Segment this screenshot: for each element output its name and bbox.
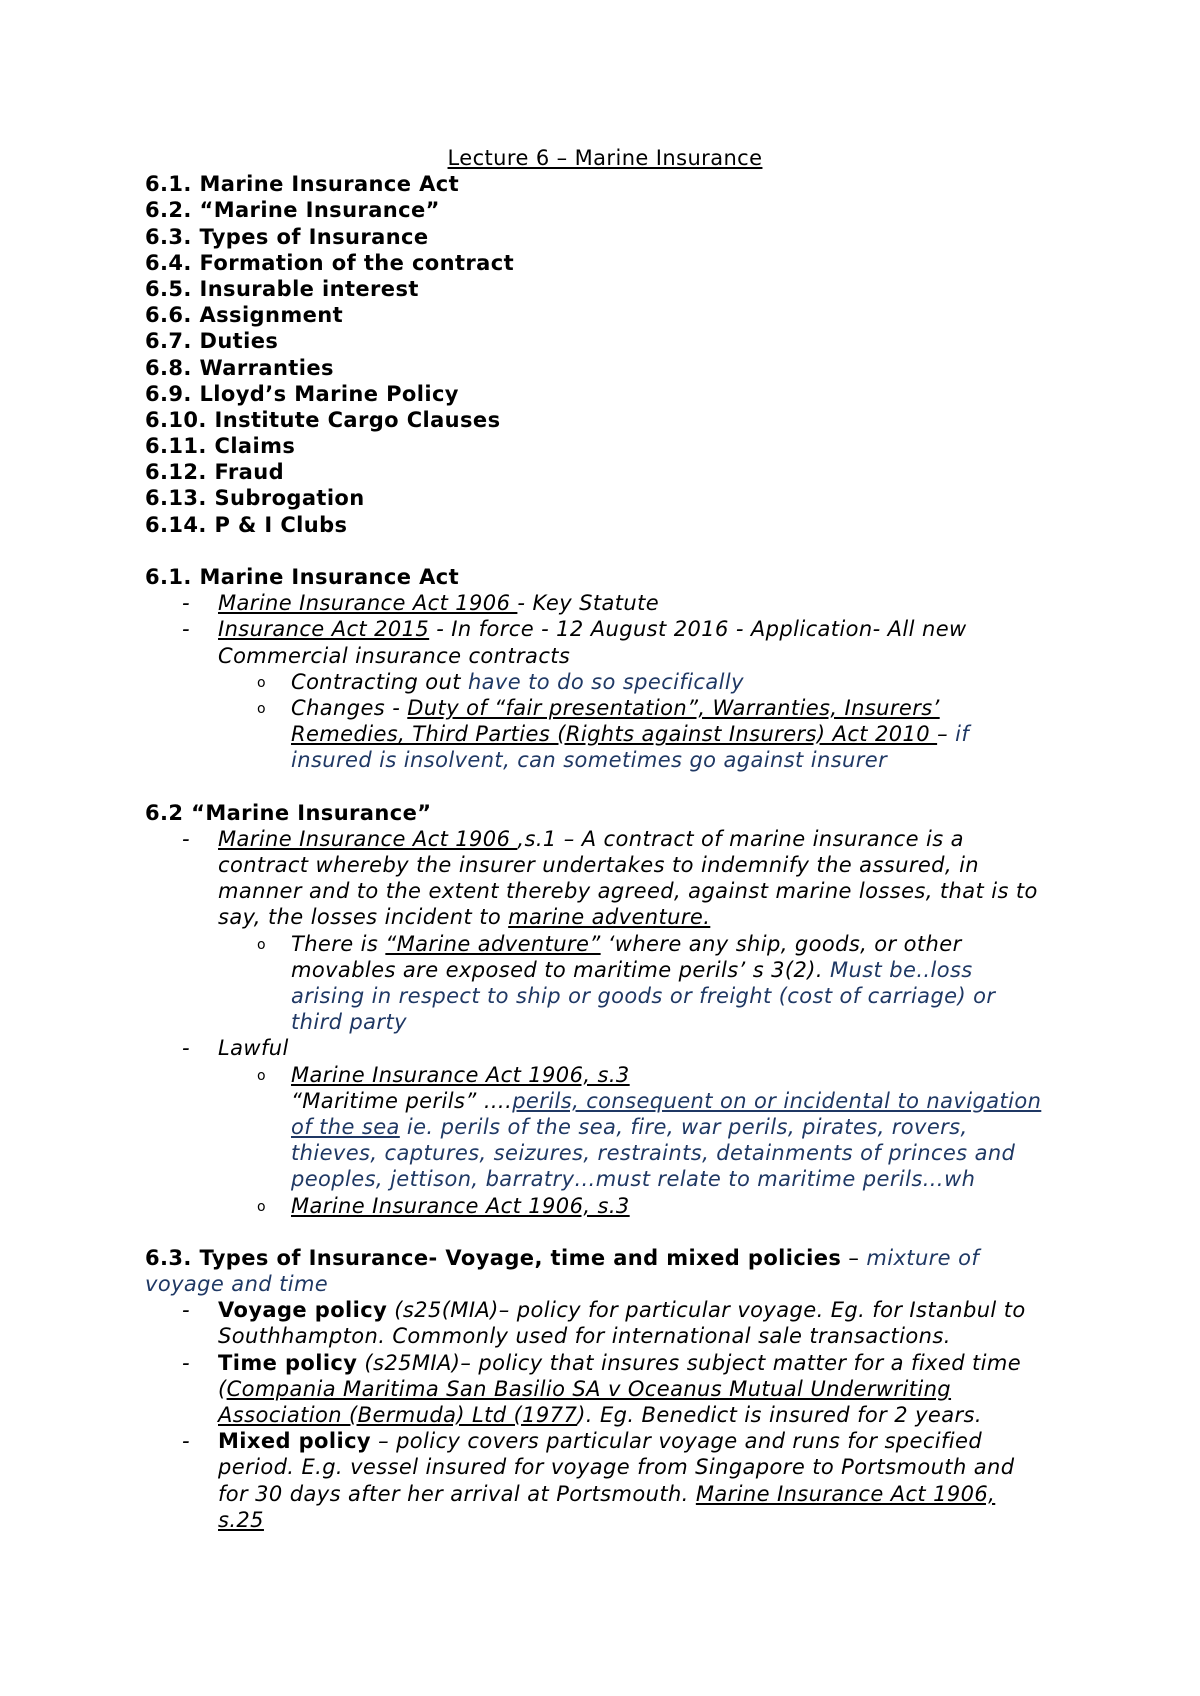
policy-term: Voyage policy — [218, 1298, 388, 1323]
list-item — [145, 590, 1065, 616]
dash-bullet: - — [182, 1429, 190, 1454]
note-text: ie. perils of the sea, fire, war perils, pirates, rovers, — [399, 1114, 968, 1139]
policy-term: Mixed policy — [218, 1429, 372, 1454]
list-item-continuation — [145, 1114, 1065, 1140]
list-item — [145, 826, 1065, 852]
list-item-continuation — [145, 957, 1065, 983]
term-reference: marine adventure. — [508, 905, 711, 930]
list-item-continuation: Commercial insurance contracts — [218, 643, 571, 668]
dash-bullet: - — [182, 591, 190, 616]
toc-item: 6.7. Duties — [145, 329, 279, 354]
list-item-text: Changes - — [291, 695, 408, 720]
toc-item: 6.12. Fraud — [145, 460, 285, 485]
section-6-3 — [145, 1245, 1065, 1533]
list-item-text: ‘where any ship, goods, or other — [600, 931, 962, 956]
sub-list-item — [145, 695, 1065, 721]
document-title: Lecture 6 – Marine Insurance — [447, 146, 763, 170]
note-text: if — [948, 722, 970, 747]
sub-list-item — [145, 669, 1065, 695]
list-item — [145, 616, 1065, 642]
toc-item: 6.5. Insurable interest — [145, 276, 419, 301]
term-reference: “Marine adventure” — [385, 931, 601, 956]
note-text: third party — [291, 1010, 407, 1035]
list-item-continuation — [145, 721, 1065, 747]
section-heading: 6.3. Types of Insurance- Voyage, time and mixed policies — [145, 1245, 842, 1270]
toc-item: 6.4. Formation of the contract — [145, 250, 515, 275]
toc-item: 6.9. Lloyd’s Marine Policy — [145, 381, 459, 406]
list-item — [145, 1035, 1065, 1061]
statute-reference: Duty of “fair presentation”, Warranties, Insurers’ — [407, 695, 940, 720]
toc-item: 6.8. Warranties — [145, 355, 334, 380]
list-item-text: - In force - 12 August 2016 - Application- All new — [429, 617, 967, 642]
toc-item: 6.11. Claims — [145, 434, 296, 459]
toc-item: 6.14. P & I Clubs — [145, 512, 348, 537]
case-reference: Association (Bermuda) Ltd (1977 — [218, 1403, 578, 1427]
list-item-text: There is — [291, 931, 386, 956]
statute-reference: s.25 — [218, 1507, 264, 1532]
statute-reference: Insurance Act 2015 — [218, 617, 430, 642]
circle-bullet: o — [257, 674, 266, 691]
sub-list-item — [145, 931, 1065, 957]
note-text: thieves, captures, seizures, restraints, detainments of princes and — [291, 1141, 1016, 1166]
toc-item: 6.3. Types of Insurance — [145, 224, 429, 249]
statute-reference: Marine Insurance Act 1906, — [695, 1481, 996, 1506]
sub-list-item — [145, 1193, 1065, 1219]
section-heading-line — [145, 1245, 1065, 1271]
policy-term: Time policy — [218, 1350, 358, 1375]
list-item-continuation: manner and to the extent thereby agreed, against marine losses, that is to — [218, 879, 1038, 904]
spacer — [145, 1219, 1065, 1245]
table-of-contents — [145, 171, 1065, 538]
note-text: peoples, jettison, barratry…must relate to maritime perils…wh — [291, 1167, 976, 1192]
statute-reference: Marine Insurance Act 1906, s.3 — [291, 1193, 630, 1218]
list-item-text: ). Eg. Benedict is insured for 2 years. — [577, 1403, 982, 1427]
list-item — [145, 1297, 1065, 1323]
list-item-text: Lawful — [218, 1036, 289, 1061]
list-item-text: movables are exposed to maritime perils’ s 3(2). — [291, 957, 830, 982]
heading-dash: – — [841, 1245, 867, 1270]
circle-bullet: o — [257, 1198, 266, 1215]
note-text: voyage and time — [145, 1272, 329, 1297]
dash-bullet: - — [182, 1298, 190, 1323]
list-item-text: (s25MIA)– policy that insures subject matter for a fixed time — [357, 1350, 1022, 1375]
note-text: arising in respect to ship or goods or freight (cost of carriage) or — [291, 984, 996, 1008]
statute-reference: Marine Insurance Act 1906, s.3 — [291, 1062, 630, 1087]
spacer — [145, 774, 1065, 800]
toc-item: 6.6. Assignment — [145, 303, 344, 328]
case-reference: Compania Maritima San Basilio SA v Oceanus Mutual Underwriting — [226, 1376, 952, 1401]
circle-bullet: o — [257, 936, 266, 953]
list-item-text: – — [937, 722, 949, 747]
sub-list-item — [145, 1062, 1065, 1088]
dash-bullet: - — [182, 826, 190, 851]
list-item — [145, 1428, 1065, 1454]
dash-bullet: - — [182, 1036, 190, 1061]
list-item-continuation — [145, 1402, 1065, 1428]
note-text: mixture of — [866, 1245, 980, 1270]
circle-bullet: o — [257, 700, 266, 717]
note-text: of the sea — [291, 1114, 400, 1139]
circle-bullet: o — [257, 1067, 266, 1084]
list-item-text: (s25(MIA)– policy for particular voyage. Eg. for Istanbul to — [387, 1298, 1026, 1323]
list-item-continuation: contract whereby the insurer undertakes to indemnify the assured, in — [218, 853, 980, 878]
list-item-continuation — [145, 1481, 1065, 1507]
dash-bullet: - — [182, 1350, 190, 1375]
list-item-text: ( — [218, 1376, 227, 1401]
section-heading: 6.2 “Marine Insurance” — [145, 800, 432, 825]
section-6-1 — [145, 564, 1065, 774]
note-text: have to do so specifically — [467, 669, 744, 694]
section-heading: 6.1. Marine Insurance Act — [145, 565, 460, 589]
list-item — [145, 1350, 1065, 1376]
statute-reference: Marine Insurance Act 1906 — [218, 591, 518, 616]
toc-item: 6.1. Marine Insurance Act — [145, 172, 460, 197]
toc-item: 6.10. Institute Cargo Clauses — [145, 407, 501, 432]
list-item-text: say, the losses incident to — [218, 905, 509, 930]
list-item-text: “Maritime perils” …. — [291, 1088, 513, 1113]
list-item-continuation: Southhampton. Commonly used for international sale transactions. — [218, 1324, 951, 1349]
list-item-continuation — [145, 1088, 1065, 1114]
list-item-continuation — [145, 1507, 1065, 1533]
list-item-text: Contracting out — [291, 669, 468, 694]
note-text: perils, consequent on or incidental to navigation — [512, 1088, 1042, 1113]
list-item-continuation — [145, 1376, 1065, 1402]
list-item-continuation — [145, 904, 1065, 930]
list-item-continuation: period. E.g. vessel insured for voyage from Singapore to Portsmouth and — [218, 1455, 1015, 1480]
toc-item: 6.2. “Marine Insurance” — [145, 198, 440, 223]
toc-item: 6.13. Subrogation — [145, 486, 365, 511]
note-text: insured is insolvent, can sometimes go against insurer — [291, 748, 888, 773]
list-item-text: – policy covers particular voyage and runs for specified — [371, 1429, 983, 1454]
document-page — [145, 145, 1065, 1533]
list-item-text: ,s.1 – A contract of marine insurance is a — [517, 826, 964, 851]
note-text: Must be..loss — [829, 957, 973, 982]
list-item-text: for 30 days after her arrival at Portsmouth. — [218, 1481, 696, 1506]
list-item-text: - Key Statute — [517, 591, 660, 616]
dash-bullet: - — [182, 617, 190, 642]
statute-reference: Remedies, Third Parties (Rights against Insurers) Act 2010 — [291, 722, 938, 747]
statute-reference: Marine Insurance Act 1906 — [218, 826, 518, 851]
spacer — [145, 538, 1065, 564]
section-6-2 — [145, 800, 1065, 1219]
